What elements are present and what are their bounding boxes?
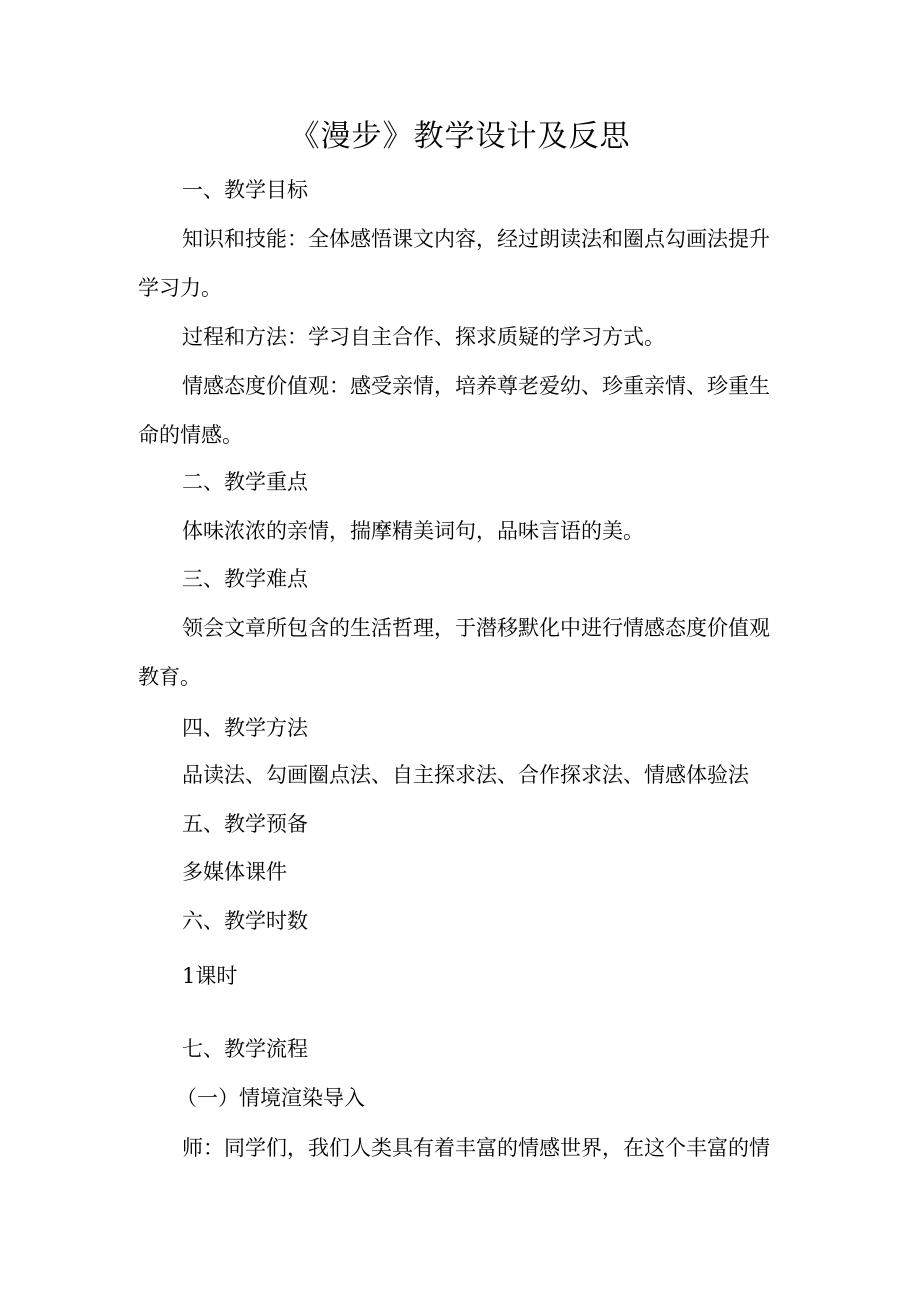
paragraph-difficulties: 领会文章所包含的生活哲理，于潜移默化中进行情感态度价值观教育。 [138, 616, 770, 689]
section-heading-class-hours: 六、教学时数 [182, 909, 308, 933]
document-title: 《漫步》教学设计及反思 [289, 119, 631, 154]
paragraph-class-hours: 1课时 [182, 964, 238, 988]
section-heading-procedure: 七、教学流程 [182, 1037, 308, 1061]
paragraph-knowledge-skills: 知识和技能：全体感悟课文内容，经过朗读法和圈点勾画法提升学习力。 [138, 227, 770, 300]
paragraph-key-points: 体味浓浓的亲情，揣摩精美词句，品味言语的美。 [182, 519, 644, 543]
section-heading-preparation: 五、教学预备 [182, 812, 308, 836]
paragraph-process-methods: 过程和方法：学习自主合作、探求质疑的学习方式。 [182, 325, 665, 349]
section-heading-difficulties: 三、教学难点 [182, 567, 308, 591]
section-heading-objectives: 一、教学目标 [182, 178, 308, 202]
section-heading-methods: 四、教学方法 [182, 716, 308, 740]
paragraph-teacher-intro: 师：同学们，我们人类具有着丰富的情感世界，在这个丰富的情 [182, 1136, 770, 1160]
paragraph-preparation: 多媒体课件 [182, 860, 287, 884]
paragraph-emotion-values: 情感态度价值观：感受亲情，培养尊老爱幼、珍重亲情、珍重生命的情感。 [138, 374, 770, 447]
section-heading-key-points: 二、教学重点 [182, 470, 308, 494]
subsection-heading-intro: （一）情境渲染导入 [176, 1086, 365, 1110]
paragraph-methods: 品读法、勾画圈点法、自主探求法、合作探求法、情感体验法 [182, 763, 749, 787]
